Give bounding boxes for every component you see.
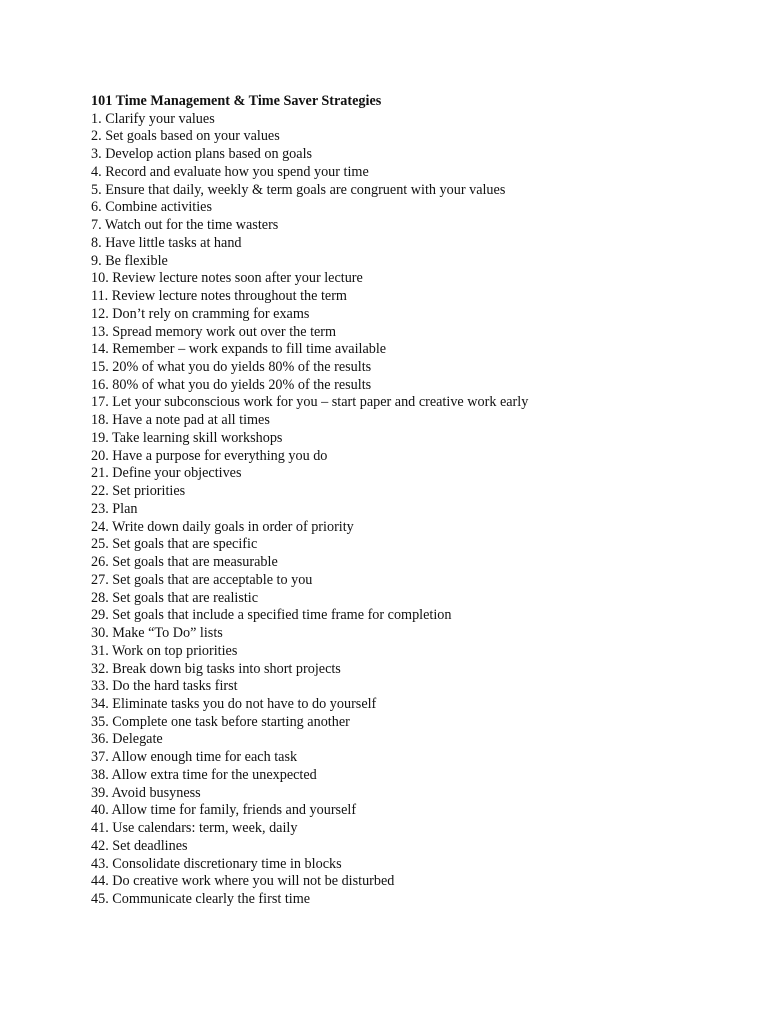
list-item: 29. Set goals that include a specified time frame for completion	[91, 607, 452, 624]
list-item: 37. Allow enough time for each task	[91, 749, 298, 766]
list-item: 25. Set goals that are specific	[91, 536, 258, 553]
list-item: 32. Break down big tasks into short projects	[91, 660, 341, 677]
list-item: 19. Take learning skill workshops	[91, 429, 283, 446]
list-item: 5. Ensure that daily, weekly & term goals are congruent with your values	[91, 181, 506, 198]
list-item: 16. 80% of what you do yields 20% of the results	[91, 376, 372, 393]
list-item: 42. Set deadlines	[91, 837, 188, 854]
list-item: 17. Let your subconscious work for you – start paper and creative work early	[91, 394, 529, 411]
list-item: 27. Set goals that are acceptable to you	[91, 571, 313, 588]
list-item: 9. Be flexible	[91, 252, 168, 269]
list-item: 40. Allow time for family, friends and yourself	[91, 802, 357, 819]
list-item: 13. Spread memory work out over the term	[91, 323, 337, 340]
strategy-list	[91, 111, 731, 909]
list-item: 7. Watch out for the time wasters	[91, 217, 279, 234]
list-item: 1. Clarify your values	[91, 110, 215, 127]
list-item: 20. Have a purpose for everything you do	[91, 447, 328, 464]
list-item: 6. Combine activities	[91, 199, 212, 216]
list-item: 35. Complete one task before starting another	[91, 713, 350, 730]
list-item: 23. Plan	[91, 500, 138, 517]
list-item: 8. Have little tasks at hand	[91, 234, 242, 251]
list-item: 41. Use calendars: term, week, daily	[91, 820, 298, 837]
list-item: 34. Eliminate tasks you do not have to do yourself	[91, 695, 377, 712]
list-item: 15. 20% of what you do yields 80% of the results	[91, 359, 372, 376]
list-item: 26. Set goals that are measurable	[91, 554, 278, 571]
list-item: 38. Allow extra time for the unexpected	[91, 766, 317, 783]
list-item: 31. Work on top priorities	[91, 642, 238, 659]
list-item: 28. Set goals that are realistic	[91, 589, 259, 606]
list-item: 18. Have a note pad at all times	[91, 412, 270, 429]
list-item: 30. Make “To Do” lists	[91, 625, 223, 642]
list-item: 21. Define your objectives	[91, 465, 242, 482]
list-item: 12. Don’t rely on cramming for exams	[91, 305, 310, 322]
list-item: 45. Communicate clearly the first time	[91, 891, 311, 908]
list-item: 3. Develop action plans based on goals	[91, 146, 313, 163]
list-item: 4. Record and evaluate how you spend your time	[91, 163, 369, 180]
list-item: 44. Do creative work where you will not be disturbed	[91, 873, 395, 890]
list-item: 11. Review lecture notes throughout the term	[91, 288, 347, 305]
list-item: 14. Remember – work expands to fill time available	[91, 341, 387, 358]
list-item: 10. Review lecture notes soon after your lecture	[91, 270, 363, 287]
list-item: 43. Consolidate discretionary time in blocks	[91, 855, 342, 872]
list-item: 36. Delegate	[91, 731, 163, 748]
document-content	[91, 93, 731, 909]
list-item: 22. Set priorities	[91, 483, 186, 500]
list-item: 33. Do the hard tasks first	[91, 678, 238, 695]
list-item: 24. Write down daily goals in order of priority	[91, 518, 354, 535]
list-item: 39. Avoid busyness	[91, 784, 201, 801]
list-item: 2. Set goals based on your values	[91, 128, 280, 145]
document-title: 101 Time Management & Time Saver Strategies	[91, 93, 382, 109]
